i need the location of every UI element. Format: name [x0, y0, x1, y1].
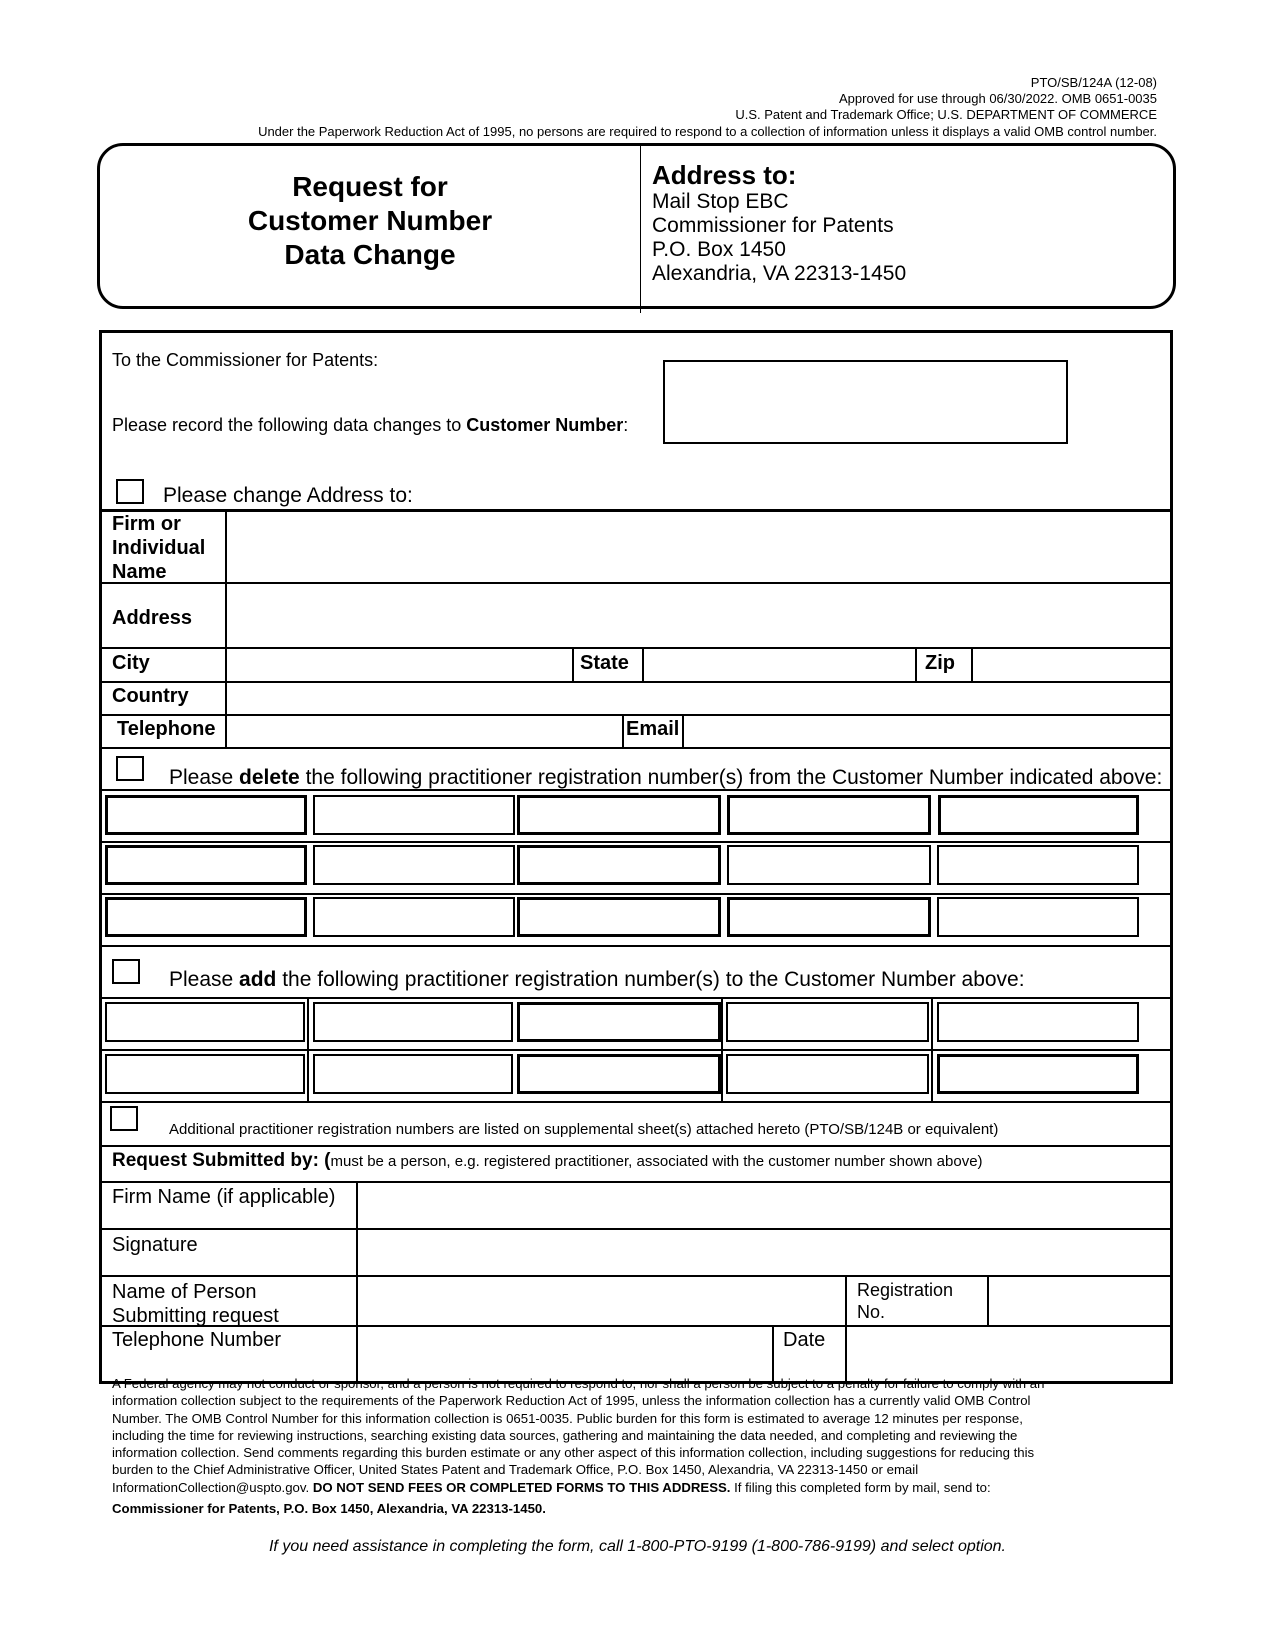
firm-name-input[interactable] — [228, 512, 1171, 582]
burden-line — [112, 1479, 1167, 1496]
assistance-text: If you need assistance in completing the form, call 1-800-PTO-9199 (1-800-786-9199) and select option. — [268, 1538, 1006, 1555]
delete-reg-input[interactable] — [937, 897, 1139, 937]
delete-label — [169, 766, 1162, 790]
divider — [99, 1101, 1173, 1103]
divider — [682, 714, 684, 749]
approval-text: Approved for use through 06/30/2022. OMB 0651-0035 — [839, 91, 1157, 106]
change-address-label: Please change Address to: — [163, 484, 413, 507]
burden-line: A Federal agency may not conduct or sponsor, and a person is not required to respond to, nor shall a person be subject to a penalty for failure to comply with an — [112, 1376, 1045, 1391]
add-reg-input[interactable] — [937, 1054, 1139, 1094]
divider — [99, 893, 1173, 895]
record-changes-text — [112, 415, 628, 436]
firm-name-label — [112, 512, 205, 584]
additional-label: Additional practitioner registration numbers are listed on supplemental sheet(s) attached hereto (PTO/SB/124B or equivalent) — [169, 1121, 999, 1138]
address-line: P.O. Box 1450 — [652, 238, 786, 261]
delete-reg-input[interactable] — [727, 845, 931, 885]
address-to-heading: Address to: — [652, 160, 797, 190]
firm-name-applicable-label: Firm Name (if applicable) — [112, 1186, 336, 1208]
divider — [642, 647, 644, 682]
zip-label: Zip — [925, 652, 955, 674]
delete-reg-input[interactable] — [313, 845, 515, 885]
divider — [99, 1145, 1173, 1147]
submitter-firm-input[interactable] — [359, 1183, 1171, 1228]
country-input[interactable] — [228, 683, 1171, 714]
delete-reg-input[interactable] — [517, 845, 721, 885]
firm-label-1: Firm or — [112, 513, 181, 535]
mail-tail-text: If filing this completed form by mail, send to: — [730, 1479, 991, 1495]
city-input[interactable] — [228, 649, 571, 681]
add-reg-input[interactable] — [517, 1002, 721, 1042]
divider — [987, 1275, 989, 1326]
agency-text: U.S. Patent and Trademark Office; U.S. DEPARTMENT OF COMMERCE — [735, 107, 1157, 122]
registration-no-label — [857, 1279, 953, 1323]
record-bold: Customer Number — [466, 415, 624, 435]
add-reg-input[interactable] — [937, 1002, 1139, 1042]
delete-reg-input[interactable] — [313, 795, 515, 835]
divider — [845, 1275, 847, 1384]
add-reg-input[interactable] — [517, 1054, 721, 1094]
delete-reg-input[interactable] — [105, 845, 307, 885]
divider — [99, 1049, 1173, 1051]
divider — [225, 509, 227, 749]
address-line: Alexandria, VA 22313-1450 — [652, 262, 907, 285]
burden-statement — [112, 1375, 1167, 1517]
submitted-by-label — [112, 1150, 983, 1172]
name-label-1: Name of Person — [112, 1281, 257, 1303]
name-label-2: Submitting request — [112, 1305, 279, 1327]
registration-label-2: No. — [857, 1302, 886, 1322]
divider — [99, 841, 1173, 843]
registration-label-1: Registration — [857, 1280, 954, 1300]
signature-label: Signature — [112, 1234, 198, 1256]
form-id: PTO/SB/124A (12-08) — [1030, 75, 1157, 90]
submitted-by-bold: Request Submitted by: ( — [112, 1150, 331, 1171]
address-line: Commissioner for Patents — [652, 214, 894, 237]
title-line-3: Data Change — [284, 239, 456, 270]
add-checkbox[interactable] — [112, 959, 140, 984]
add-label — [169, 968, 1025, 992]
title-line-1: Request for — [292, 171, 448, 202]
divider — [99, 997, 1173, 999]
add-bold: add — [239, 968, 277, 991]
divider — [99, 747, 1173, 749]
divider — [931, 997, 933, 1102]
delete-bold: delete — [239, 766, 300, 789]
delete-reg-input[interactable] — [105, 795, 307, 835]
divider — [915, 647, 917, 682]
mail-address: Commissioner for Patents, P.O. Box 1450, Alexandria, VA 22313-1450. — [112, 1501, 546, 1517]
title-line-2: Customer Number — [247, 205, 493, 236]
firm-label-3: Name — [112, 561, 167, 583]
address-line: Mail Stop EBC — [652, 190, 789, 213]
telephone-label: Telephone — [117, 718, 216, 740]
title-divider — [640, 143, 641, 313]
delete-reg-input[interactable] — [517, 795, 721, 835]
registration-no-input[interactable] — [990, 1277, 1171, 1325]
divider — [572, 647, 574, 682]
name-of-person-label — [112, 1280, 279, 1328]
add-suffix: the following practitioner registration number(s) to the Customer Number above: — [276, 968, 1025, 991]
state-label: State — [580, 652, 629, 674]
paperwork-notice: Under the Paperwork Reduction Act of 1995, no persons are required to respond to a collection of information unless it displays a valid OMB control number. — [258, 124, 1157, 139]
country-label: Country — [112, 685, 189, 707]
add-reg-input[interactable] — [105, 1054, 305, 1094]
person-name-input[interactable] — [359, 1277, 844, 1325]
date-label: Date — [783, 1329, 826, 1351]
burden-line: Number. The OMB Control Number for this information collection is 0651-0035. Public burden for this form is estimated to average 12 minutes per response, — [112, 1410, 1023, 1426]
address-input[interactable] — [228, 584, 1171, 647]
delete-reg-input[interactable] — [727, 897, 931, 937]
firm-label-2: Individual — [112, 537, 206, 559]
delete-reg-input[interactable] — [937, 845, 1139, 885]
telephone-input[interactable] — [228, 716, 621, 747]
add-reg-input[interactable] — [726, 1002, 929, 1042]
delete-prefix: Please — [169, 766, 240, 789]
divider — [99, 789, 1173, 791]
submitted-by-rest: must be a person, e.g. registered practitioner, associated with the customer number shown above) — [330, 1153, 983, 1170]
divider — [971, 647, 973, 682]
burden-line: including the time for reviewing instructions, searching existing data sources, gathering and maintaining the data needed, and completing and reviewing the — [112, 1427, 1018, 1443]
divider — [356, 1181, 358, 1384]
signature-input[interactable] — [359, 1230, 1171, 1275]
submitter-telephone-input[interactable] — [359, 1327, 771, 1382]
delete-reg-input[interactable] — [727, 795, 931, 835]
add-reg-input[interactable] — [726, 1054, 929, 1094]
state-input[interactable] — [645, 649, 914, 681]
burden-line: information collection. Send comments regarding this burden estimate or any other aspect of this information collection, including suggestions for reducing this — [112, 1445, 1035, 1461]
divider — [622, 714, 624, 749]
delete-reg-input[interactable] — [938, 795, 1139, 835]
burden-line: burden to the Chief Administrative Officer, United States Patent and Trademark Office, P.O. Box 1450, Alexandria, VA 22313-1450 or email — [112, 1462, 919, 1478]
delete-reg-input[interactable] — [517, 897, 721, 937]
delete-reg-input[interactable] — [105, 897, 307, 937]
divider — [721, 997, 723, 1102]
divider — [99, 945, 1173, 947]
burden-line: information collection subject to the requirements of the Paperwork Reduction Act of 1995, unless the information collection has a currently valid OMB Control — [112, 1393, 1031, 1409]
email-text: InformationCollection@uspto.gov. — [112, 1479, 313, 1495]
add-reg-input[interactable] — [313, 1054, 513, 1094]
record-suffix: : — [623, 415, 629, 435]
email-label: Email — [626, 718, 680, 740]
change-address-checkbox[interactable] — [116, 479, 144, 504]
add-prefix: Please — [169, 968, 240, 991]
delete-suffix: the following practitioner registration number(s) from the Customer Number indicated above: — [299, 766, 1163, 789]
zip-input[interactable] — [974, 649, 1171, 681]
delete-checkbox[interactable] — [116, 756, 144, 781]
address-label: Address — [112, 607, 193, 629]
record-prefix: Please record the following data changes to — [112, 415, 467, 435]
email-input[interactable] — [685, 716, 1171, 747]
delete-reg-input[interactable] — [313, 897, 515, 937]
city-label: City — [112, 652, 150, 674]
divider — [307, 997, 309, 1102]
customer-number-input[interactable] — [663, 360, 1068, 444]
salutation: To the Commissioner for Patents: — [112, 350, 379, 370]
form-title — [180, 170, 560, 272]
add-reg-input[interactable] — [313, 1002, 513, 1042]
telephone-number-label: Telephone Number — [112, 1329, 281, 1351]
additional-checkbox[interactable] — [110, 1106, 138, 1131]
add-reg-input[interactable] — [105, 1002, 305, 1042]
do-not-send-text: DO NOT SEND FEES OR COMPLETED FORMS TO THIS ADDRESS. — [312, 1479, 731, 1495]
date-input[interactable] — [848, 1327, 1171, 1382]
